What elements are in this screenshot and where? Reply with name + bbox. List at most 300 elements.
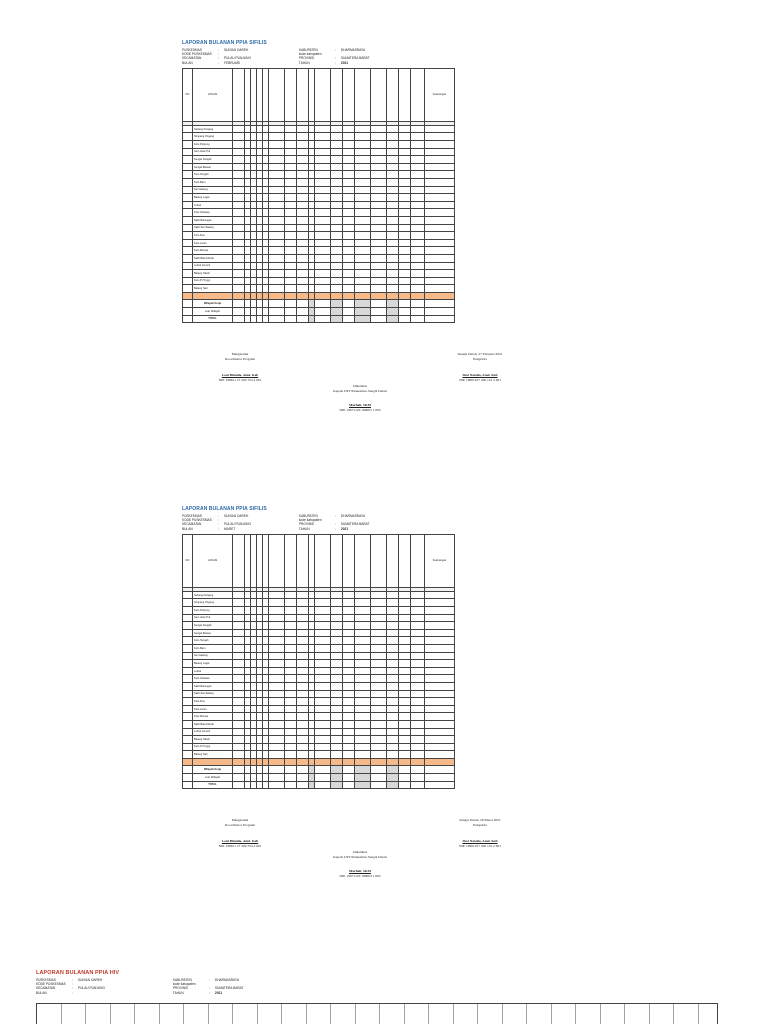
table-cell (387, 285, 399, 293)
table-cell (331, 682, 343, 690)
table-cell (425, 178, 455, 186)
table-row (183, 751, 455, 759)
table-cell (285, 292, 297, 300)
table-cell (233, 607, 245, 615)
table-cell (233, 141, 245, 149)
table-cell (371, 254, 387, 262)
table-cell (399, 705, 411, 713)
table-cell (411, 682, 425, 690)
table-cell (371, 758, 387, 766)
table-cell (399, 698, 411, 706)
table-cell (183, 720, 193, 728)
table-cell (425, 254, 455, 262)
table-row (183, 163, 455, 171)
table-cell (269, 186, 285, 194)
table-cell (399, 247, 411, 255)
table-cell (285, 247, 297, 255)
table-cell (233, 766, 245, 774)
table-cell (285, 148, 297, 156)
table-cell (297, 285, 309, 293)
table-cell (411, 262, 425, 270)
table-cell (285, 607, 297, 615)
table-cell (315, 300, 331, 308)
header-cell (331, 534, 343, 587)
table-cell (411, 209, 425, 217)
table-cell (355, 308, 371, 316)
table-cell (387, 591, 399, 599)
signature-right: Sungai Dareh, 27 Februari 2021 Pengelola Desi Natalia, Amd. Keb NIP. 19901227 200 101 2 001 (457, 352, 503, 382)
table-cell (411, 315, 425, 323)
table-cell (233, 637, 245, 645)
header-cell (355, 68, 371, 121)
table-cell (183, 270, 193, 278)
table-cell (411, 133, 425, 141)
table-cell (387, 125, 399, 133)
table-cell (315, 713, 331, 721)
table-cell (411, 781, 425, 789)
table-cell (269, 774, 285, 782)
table-cell (343, 774, 355, 782)
table-cell (233, 667, 245, 675)
table-cell (411, 194, 425, 202)
table-cell (387, 141, 399, 149)
table-cell (331, 239, 343, 247)
table-cell (297, 758, 309, 766)
table-cell (193, 292, 233, 300)
table-cell (425, 675, 455, 683)
table-cell (411, 201, 425, 209)
table-cell (355, 682, 371, 690)
table-row (183, 216, 455, 224)
table-cell (387, 713, 399, 721)
desa-name: Koto Pt Tinggi (193, 743, 233, 751)
table-cell (371, 781, 387, 789)
table-cell (297, 178, 309, 186)
table-cell (355, 239, 371, 247)
header-cell (371, 68, 387, 121)
table-cell (399, 667, 411, 675)
table-cell (297, 614, 309, 622)
table-cell (331, 781, 343, 789)
table-cell (233, 125, 245, 133)
table-cell (355, 644, 371, 652)
table-cell (425, 758, 455, 766)
table-cell (233, 186, 245, 194)
table-row (183, 148, 455, 156)
table-cell (387, 660, 399, 668)
desa-name: Koto Merapi (193, 247, 233, 255)
table-cell (387, 743, 399, 751)
table-cell (343, 194, 355, 202)
table-cell (297, 705, 309, 713)
table-cell (233, 133, 245, 141)
table-cell (297, 270, 309, 278)
table-cell (425, 728, 455, 736)
table-cell (331, 141, 343, 149)
table-row (183, 652, 455, 660)
table-cell (399, 720, 411, 728)
table-cell (425, 270, 455, 278)
table-cell (371, 644, 387, 652)
table-cell (425, 781, 455, 789)
table-row (183, 599, 455, 607)
table-cell (411, 292, 425, 300)
desa-name: Sei Lubuk Puf (193, 614, 233, 622)
table-cell (269, 667, 285, 675)
table-cell (343, 262, 355, 270)
table-cell (269, 216, 285, 224)
table-cell (343, 163, 355, 171)
table-cell (399, 300, 411, 308)
table-cell (371, 270, 387, 278)
table-row (183, 637, 455, 645)
table-row (183, 178, 455, 186)
table-row (183, 224, 455, 232)
table-cell (285, 270, 297, 278)
table-cell (315, 141, 331, 149)
table-cell (285, 201, 297, 209)
table-cell (343, 148, 355, 156)
table-cell (269, 591, 285, 599)
table-cell (343, 781, 355, 789)
table-cell (331, 591, 343, 599)
table-cell (233, 781, 245, 789)
table-cell (371, 736, 387, 744)
header-row (183, 68, 455, 121)
table-cell (285, 171, 297, 179)
table-cell (425, 667, 455, 675)
table-cell (399, 125, 411, 133)
table-cell (355, 660, 371, 668)
table-cell (297, 781, 309, 789)
table-cell (297, 277, 309, 285)
table-cell (411, 622, 425, 630)
table-cell (425, 682, 455, 690)
table-cell (233, 614, 245, 622)
table-cell (233, 171, 245, 179)
table-row (183, 607, 455, 615)
table-cell (355, 743, 371, 751)
table-cell (371, 239, 387, 247)
table-cell (387, 262, 399, 270)
table-cell (343, 690, 355, 698)
table-cell (387, 209, 399, 217)
table-cell (343, 743, 355, 751)
table-cell (425, 133, 455, 141)
header-cell (387, 68, 399, 121)
table-cell (355, 141, 371, 149)
table-cell (285, 262, 297, 270)
table-cell (387, 186, 399, 194)
table-cell (297, 660, 309, 668)
table-cell (297, 125, 309, 133)
table-cell (371, 690, 387, 698)
table-cell (315, 751, 331, 759)
table-cell (399, 186, 411, 194)
table-cell (183, 300, 193, 308)
table-cell (355, 156, 371, 164)
desa-name: Koto Lamo (193, 239, 233, 247)
table-cell (315, 652, 331, 660)
table-cell (399, 315, 411, 323)
table-cell (399, 141, 411, 149)
table-cell (269, 277, 285, 285)
table-cell (387, 232, 399, 240)
table-cell (425, 690, 455, 698)
table-cell (343, 308, 355, 316)
table-cell (343, 232, 355, 240)
table-cell (355, 629, 371, 637)
table-cell (285, 713, 297, 721)
table-cell (343, 713, 355, 721)
table-row (183, 705, 455, 713)
table-cell (183, 774, 193, 782)
table-cell (233, 232, 245, 240)
table-cell (399, 163, 411, 171)
table-cell (387, 300, 399, 308)
table-cell (331, 736, 343, 744)
table-cell (285, 599, 297, 607)
table-cell (269, 781, 285, 789)
report-sheet-1 (182, 40, 554, 323)
table-cell (411, 667, 425, 675)
table-cell (343, 270, 355, 278)
table-cell (285, 224, 297, 232)
table-cell (297, 308, 309, 316)
table-cell (183, 209, 193, 217)
table-cell (387, 216, 399, 224)
table-cell (297, 591, 309, 599)
table-cell (425, 125, 455, 133)
table-cell (425, 224, 455, 232)
table-cell (183, 133, 193, 141)
table-cell (411, 614, 425, 622)
table-cell (411, 736, 425, 744)
table-cell (297, 292, 309, 300)
table-cell (371, 713, 387, 721)
table-cell (269, 194, 285, 202)
header-cell (297, 534, 309, 587)
table-cell (331, 216, 343, 224)
table-cell (233, 720, 245, 728)
header-cell (315, 534, 331, 587)
table-cell (297, 644, 309, 652)
table-cell (343, 239, 355, 247)
summary-row-wilayah (183, 300, 455, 308)
table-cell (297, 232, 309, 240)
table-cell (315, 224, 331, 232)
table-row (183, 133, 455, 141)
table-cell (387, 163, 399, 171)
table-cell (425, 308, 455, 316)
table-cell (355, 178, 371, 186)
table-cell (411, 163, 425, 171)
summary-row-wilayah (183, 766, 455, 774)
table-cell (331, 209, 343, 217)
table-cell (183, 781, 193, 789)
table-cell (425, 262, 455, 270)
table-cell (371, 247, 387, 255)
desa-name: Batang Sati (193, 285, 233, 293)
table-cell (183, 292, 193, 300)
table-cell (183, 308, 193, 316)
table-cell (411, 171, 425, 179)
table-cell (183, 247, 193, 255)
table-cell (331, 262, 343, 270)
table-cell (425, 720, 455, 728)
table-cell (411, 774, 425, 782)
table-cell (285, 239, 297, 247)
table-cell (285, 125, 297, 133)
table-cell (387, 622, 399, 630)
table-cell (343, 751, 355, 759)
desa-name: Simpang Pogang (193, 133, 233, 141)
table-cell (233, 660, 245, 668)
table-header-strip (36, 1003, 718, 1024)
table-cell (285, 728, 297, 736)
table-cell (269, 163, 285, 171)
table-cell (355, 599, 371, 607)
table-cell (411, 239, 425, 247)
table-cell (343, 637, 355, 645)
table-cell (285, 178, 297, 186)
table-row (183, 186, 455, 194)
table-cell (297, 720, 309, 728)
table-cell (269, 637, 285, 645)
table-cell (425, 713, 455, 721)
table-cell (387, 644, 399, 652)
table-cell (343, 675, 355, 683)
signature-left: Mengetahui Koordinator Program Loni Bimalia, Amd. Keb NIP. 198611 27 200 704 2 001 (218, 352, 262, 382)
table-cell (331, 201, 343, 209)
desa-name: Sakit Barangan (193, 216, 233, 224)
table-cell (355, 300, 371, 308)
table-cell (399, 178, 411, 186)
table-cell (297, 743, 309, 751)
table-cell (355, 713, 371, 721)
table-cell (285, 758, 297, 766)
signature-right: Sungai Dareh, 29 Maret 2021 Pengelola Desi Natalia, Amd. Keb NIP. 19901227 200 101 2 001 (458, 818, 501, 848)
table-cell (411, 591, 425, 599)
table-cell (183, 675, 193, 683)
table-cell (183, 614, 193, 622)
table-cell (233, 239, 245, 247)
header-cell (411, 534, 425, 587)
table-cell (343, 178, 355, 186)
table-cell (297, 133, 309, 141)
table-cell (269, 728, 285, 736)
table-cell (425, 660, 455, 668)
table-cell (297, 247, 309, 255)
desa-name: Sakit Batu Merah (193, 720, 233, 728)
table-cell (285, 781, 297, 789)
table-cell (315, 591, 331, 599)
summary-label: TOTAL (193, 781, 233, 789)
table-cell (425, 591, 455, 599)
table-cell (233, 758, 245, 766)
table-cell (233, 216, 245, 224)
table-cell (399, 156, 411, 164)
desa-name: Koto Baru (193, 178, 233, 186)
header-cell (399, 534, 411, 587)
table-cell (269, 705, 285, 713)
table-cell (233, 292, 245, 300)
desa-name: Koto Sebatas (193, 209, 233, 217)
table-cell (387, 607, 399, 615)
table-cell (297, 766, 309, 774)
table-cell (183, 660, 193, 668)
table-cell (233, 652, 245, 660)
table-cell (343, 599, 355, 607)
desa-name: Sungai Sangkir (193, 622, 233, 630)
table-cell (233, 270, 245, 278)
table-cell (387, 637, 399, 645)
desa-name: Koto Pulpung (193, 141, 233, 149)
table-cell (269, 308, 285, 316)
table-cell (425, 607, 455, 615)
table-cell (315, 247, 331, 255)
table-cell (285, 736, 297, 744)
table-cell (233, 254, 245, 262)
table-cell (411, 156, 425, 164)
table-cell (387, 736, 399, 744)
table-cell (355, 285, 371, 293)
table-cell (355, 622, 371, 630)
table-cell (297, 163, 309, 171)
table-cell (331, 614, 343, 622)
table-cell (387, 599, 399, 607)
table-cell (269, 713, 285, 721)
table-row (183, 247, 455, 255)
table-cell (183, 254, 193, 262)
desa-name: Simpang Pogang (193, 599, 233, 607)
table-cell (343, 622, 355, 630)
table-cell (425, 774, 455, 782)
table-cell (399, 774, 411, 782)
table-row (183, 194, 455, 202)
table-row (183, 270, 455, 278)
table-cell (233, 148, 245, 156)
table-cell (399, 614, 411, 622)
table-cell (411, 728, 425, 736)
summary-label: Luar Wilayah (193, 774, 233, 782)
table-cell (355, 315, 371, 323)
header-cell (269, 534, 285, 587)
signature-head: Diketahui Kepala UPT Puskesmas Sungai Dareh Marhali, SKM NIP. 19671120 199003 1 003 (333, 384, 387, 412)
table-cell (331, 629, 343, 637)
report-title: LAPORAN BULANAN PPIA SIFILIS (182, 40, 267, 46)
table-cell (411, 698, 425, 706)
table-cell (285, 277, 297, 285)
table-cell (355, 774, 371, 782)
table-cell (355, 247, 371, 255)
table-cell (269, 607, 285, 615)
table-cell (425, 736, 455, 744)
table-cell (183, 285, 193, 293)
table-cell (355, 705, 371, 713)
table-cell (183, 667, 193, 675)
header-keterangan: Keterangan (425, 68, 455, 121)
report-title: LAPORAN BULANAN PPIA HIV (36, 970, 120, 976)
header-lokasi: LOKASI (193, 68, 233, 121)
table-cell (183, 622, 193, 630)
table-cell (371, 774, 387, 782)
desa-name: Sungai Batuan (193, 163, 233, 171)
table-cell (331, 743, 343, 751)
table-row (183, 141, 455, 149)
table-cell (315, 705, 331, 713)
table-cell (331, 224, 343, 232)
